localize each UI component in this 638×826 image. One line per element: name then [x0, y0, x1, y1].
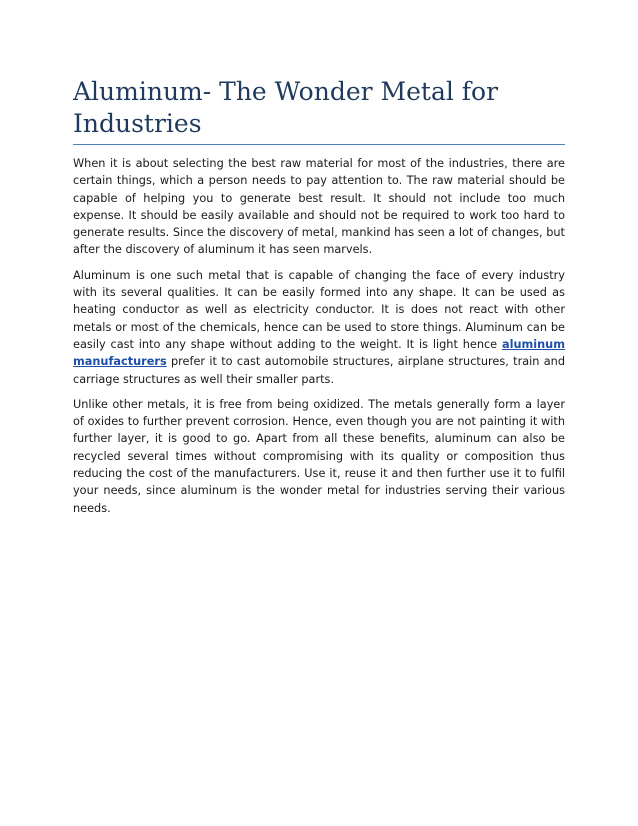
document-body: [73, 155, 565, 525]
title-underline-rule: [73, 144, 565, 145]
aluminum-manufacturers-link[interactable]: aluminum manufacturers: [73, 337, 565, 369]
document-title: Aluminum- The Wonder Metal for Industries: [73, 77, 499, 138]
paragraph-qualities-text-start: Aluminum is one such metal that is capable of changing the face of every industry with its several qualities. It can be easily formed into any shape. It can be used as heating conductor as well as electricity conductor. It is does not react with other metals or most of the chemicals, hence can be used to store things. Aluminum can be easily cast into any shape without adding to the weight. It is light hence: [73, 268, 565, 351]
paragraph-benefits: Unlike other metals, it is free from being oxidized. The metals generally form a layer of oxides to further prevent corrosion. Hence, even though you are not painting it with further layer, it is good to go. Apart from all these benefits, aluminum can also be recycled several times without compromising with its quality or composition thus reducing the cost of the manufacturers. Use it, reuse it and then further use it to fulfil your needs, since aluminum is the wonder metal for industries serving their various needs.: [73, 397, 565, 515]
paragraph-qualities: [73, 267, 565, 388]
paragraph-intro: When it is about selecting the best raw material for most of the industries, there are certain things, which a person needs to pay attention to. The raw material should be capable of helping you to generate best result. It should not include too much expense. It should be easily available and should not be required to work too hard to generate results. Since the discovery of metal, mankind has seen a lot of changes, but after the discovery of aluminum it has seen marvels.: [73, 157, 565, 257]
paragraph-qualities-text-end: prefer it to cast automobile structures, airplane structures, train and carriage structures as well their smaller parts.: [73, 355, 565, 386]
